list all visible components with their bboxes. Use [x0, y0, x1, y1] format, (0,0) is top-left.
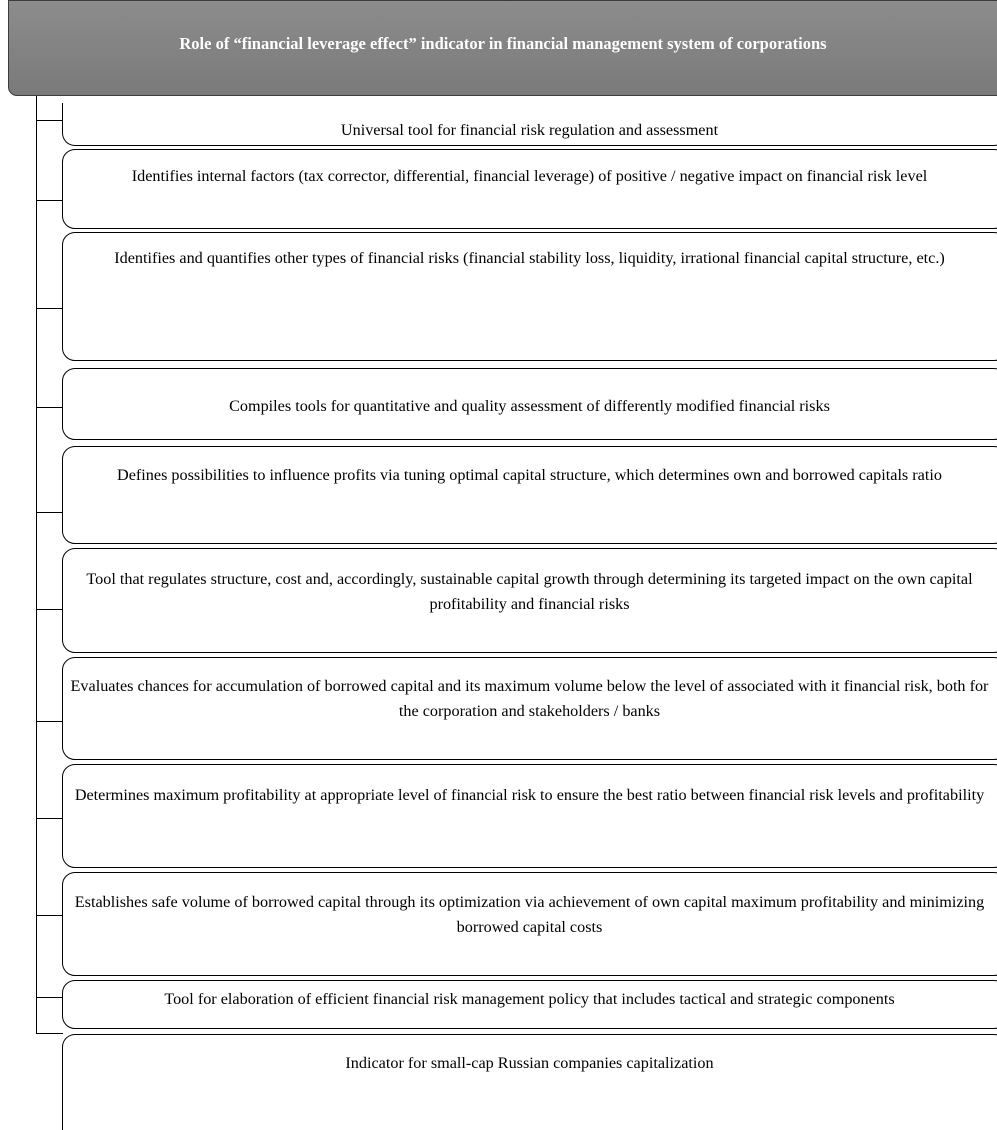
role-item-7-text: Evaluates chances for accumulation of borrowed capital and its maximum volume below the level of associated with it financial risk, both for the corporation and stakeholders / banks: [70, 677, 989, 720]
role-item-5: [62, 446, 997, 544]
role-item-11: [62, 1034, 997, 1130]
role-item-6: [62, 548, 997, 653]
role-item-6-text: Tool that regulates structure, cost and, accordingly, sustainable capital growth through determining its targeted impact on the own capital profitability and financial risks: [86, 570, 973, 613]
connector-trunk: [36, 96, 37, 1034]
connector-branch-2: [36, 200, 63, 201]
connector-branch-5: [36, 512, 63, 513]
role-item-9: [62, 872, 997, 976]
role-item-2-text: Identifies internal factors (tax corrector, differential, financial leverage) of positive / negative impact on financial risk level: [131, 167, 928, 185]
role-item-2: [62, 149, 997, 229]
role-item-3-text: Identifies and quantifies other types of financial risks (financial stability loss, liquidity, irrational financial capital structure, etc.): [114, 249, 945, 267]
role-item-4-text: Compiles tools for quantitative and quality assessment of differently modified financial risks: [229, 397, 830, 415]
role-item-9-text: Establishes safe volume of borrowed capital through its optimization via achievement of own capital maximum profitability and minimizing borrowed capital costs: [74, 893, 985, 936]
connector-branch-3: [36, 308, 63, 309]
connector-branch-8: [36, 818, 63, 819]
role-item-1-text: Universal tool for financial risk regulation and assessment: [340, 121, 719, 139]
connector-branch-6: [36, 609, 63, 610]
role-item-10: [62, 980, 997, 1029]
connector-branch-1: [36, 120, 63, 121]
connector-branch-7: [36, 721, 63, 722]
connector-branch-11: [37, 1033, 63, 1034]
role-item-3: [62, 232, 997, 361]
role-item-7: [62, 657, 997, 760]
role-item-5-text: Defines possibilities to influence profits via tuning optimal capital structure, which determines own and borrowed capitals ratio: [117, 466, 942, 484]
connector-branch-4: [36, 407, 63, 408]
role-item-11-text: Indicator for small-cap Russian companies capitalization: [345, 1054, 714, 1072]
diagram-header: [8, 0, 997, 96]
role-item-10-text: Tool for elaboration of efficient financial risk management policy that includes tactical and strategic components: [164, 990, 895, 1008]
diagram-title: Role of “financial leverage effect” indicator in financial management system of corporations: [179, 34, 827, 53]
role-item-4: [62, 368, 997, 440]
connector-branch-10: [36, 997, 63, 998]
connector-branch-9: [36, 915, 63, 916]
role-item-8-text: Determines maximum profitability at appropriate level of financial risk to ensure the best ratio between financial risk levels and profitability: [74, 786, 985, 804]
role-item-1: [62, 103, 997, 146]
role-item-8: [62, 764, 997, 868]
